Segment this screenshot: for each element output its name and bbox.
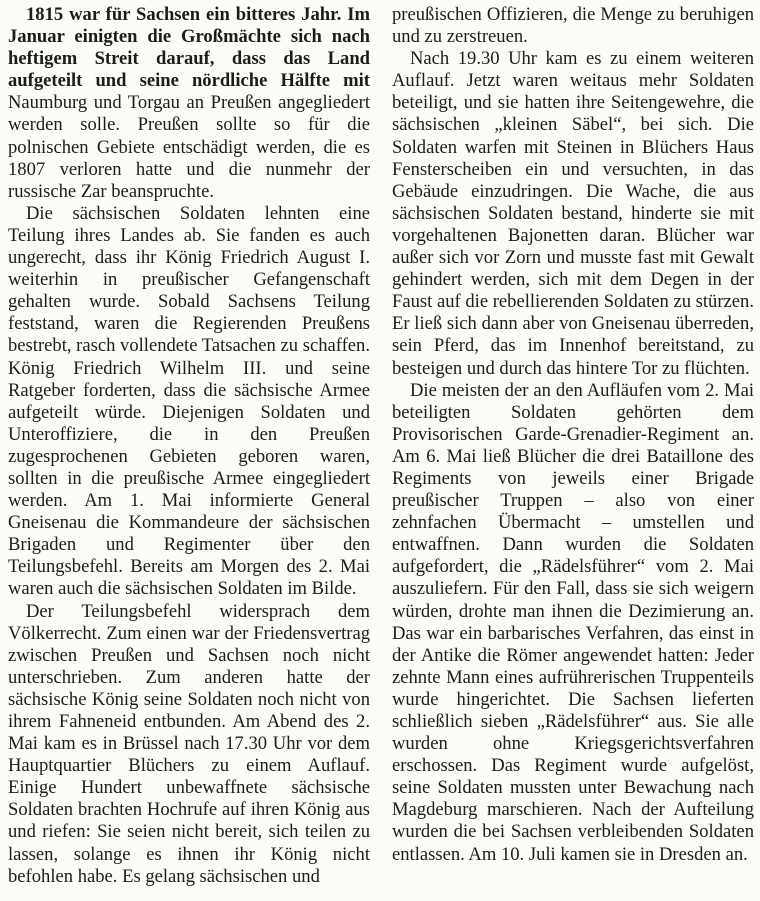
- article-paragraph-3: Der Teilungsbefehl widersprach dem Völkerrecht. Zum einen war der Friedensvertrag zwischen Preußen und Sachsen noch nicht unterschrieben. Zum anderen hatte der sächsische König seine Soldaten noch nicht von ihrem Fahneneid entbunden. Am Abend des 2. Mai kam es in Brüssel nach 17.30 Uhr vor dem Hauptquartier Blüchers zu einem Auflauf. Einige Hundert unbewaffnete sächsische Soldaten brachten Hochrufe auf ihren König aus und riefen: Sie seien nicht bereit, sich teilen zu lassen, solange es ihnen ihr König nicht befohlen habe. Es gelang sächsischen und: [8, 600, 370, 887]
- article-lead: 1815 war für Sachsen ein bitteres Jahr. Im Januar einigten die Großmächte sich nach heftigem Streit darauf, dass das Land aufgeteilt und seine nördliche Hälfte mit: [8, 4, 370, 92]
- article-column-left: [8, 4, 370, 888]
- article-paragraph-5: Die meisten der an den Aufläufen vom 2. Mai beteiligten Soldaten gehörten dem Provisorischen Garde-Grenadier-Regiment an. Am 6. Mai ließ Blücher die drei Bataillone des Regiments von jeweils einer Brigade preußischer Truppen – also von einer zehnfachen Übermacht – umstellen und entwaffnen. Dann wurden die Soldaten aufgefordert, die „Rädelsführer“ vom 2. Mai auszuliefern. Für den Fall, dass sie sich weigern würden, drohte man ihnen die Dezimierung an. Das war ein barbarisches Verfahren, das einst in der Antike die Römer angewendet hatten: Jeder zehnte Mann eines aufrührerischen Truppenteils wurde hingerichtet. Die Sachsen lieferten schließlich sieben „Rädelsführer“ aus. Sie alle wurden ohne Kriegsgerichtsverfahren erschossen. Das Regiment wurde aufgelöst, seine Soldaten mussten unter Bewachung nach Magdeburg marschieren. Nach der Aufteilung wurden die bei Sachsen verbleibenden Soldaten entlassen. Am 10. Juli kamen sie in Dresden an.: [392, 379, 754, 865]
- article-paragraph-1-text: Naumburg und Torgau an Preußen angegliedert werden solle. Preußen sollte so für die polnischen Gebiete entschädigt werden, die es 1807 verloren hatte und die nunmehr der russische Zar beanspruchte.: [8, 92, 370, 202]
- article-paragraph-4: Nach 19.30 Uhr kam es zu einem weiteren Auflauf. Jetzt waren weitaus mehr Soldaten beteiligt, und sie hatten ihre Seitengewehre, die sächsischen „kleinen Säbel“, bei sich. Die Soldaten warfen mit Steinen in Blüchers Haus Fensterscheiben ein und versuchten, in das Gebäude einzudringen. Die Wache, die aus sächsischen Soldaten bestand, hinderte sie mit vorgehaltenen Bajonetten daran. Blücher war außer sich vor Zorn und musste fast mit Gewalt gehindert werden, sich mit dem Degen in der Faust auf die rebellierenden Soldaten zu stürzen. Er ließ sich dann aber von Gneisenau überreden, sein Pferd, das im Innenhof bereitstand, zu besteigen und durch das hintere Tor zu flüchten.: [392, 48, 754, 379]
- article-paragraph-2: Die sächsischen Soldaten lehnten eine Teilung ihres Landes ab. Sie fanden es auch ungerecht, dass ihr König Friedrich August I. weiterhin in preußischer Gefangenschaft gehalten wurde. Sobald Sachsens Teilung feststand, waren die Regierenden Preußens bestrebt, rasch vollendete Tatsachen zu schaffen. König Friedrich Wilhelm III. und seine Ratgeber forderten, dass die sächsische Armee aufgeteilt würde. Diejenigen Soldaten und Unteroffiziere, die in den Preußen zugesprochenen Gebieten geboren waren, sollten in die preußische Armee eingegliedert werden. Am 1. Mai informierte General Gneisenau die Kommandeure der sächsischen Brigaden und Regimenter über den Teilungsbefehl. Bereits am Morgen des 2. Mai waren auch die sächsischen Soldaten im Bilde.: [8, 202, 370, 600]
- article-paragraph-1: [8, 4, 370, 203]
- article-paragraph-3-continued: preußischen Offizieren, die Menge zu beruhigen und zu zerstreuen.: [392, 4, 754, 48]
- article-column-right: [392, 4, 754, 866]
